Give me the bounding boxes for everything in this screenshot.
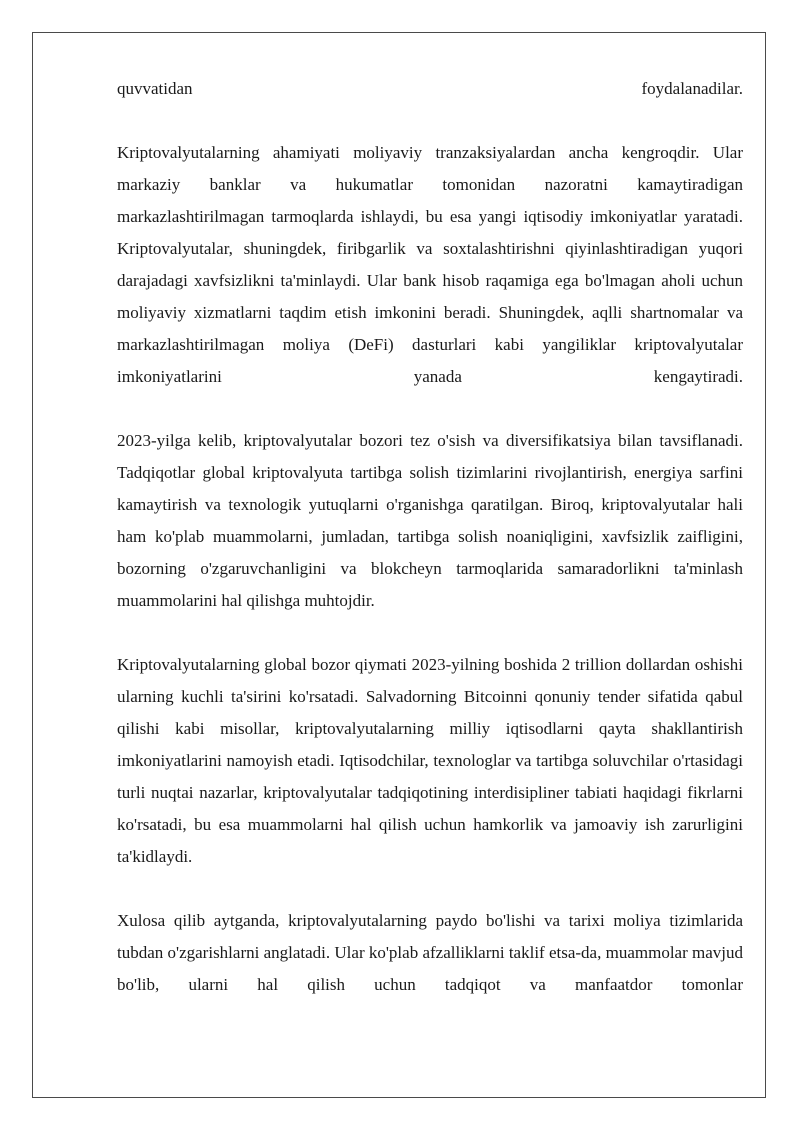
paragraph-3: 2023-yilga kelib, kriptovalyutalar bozori tez o'sish va diversifikatsiya bilan tavsiflanadi. Tadqiqotlar global kriptovalyuta tartibga solish tizimlarini rivojlantirish, energiya sarfini kamaytirish va texnologik yutuqlarni o'rganishga qaratilgan. Biroq, kriptovalyutalar hali ham ko'plab muammolarni, jumladan, tartibga solish noaniqligini, xavfsizlik zaifligini, bozorning o'zgaruvchanligini va blokcheyn tarmoqlarida samaradorlikni ta'minlash muammolarini hal qilishga muhtojdir. [117,431,743,610]
paragraph-4: Kriptovalyutalarning global bozor qiymati 2023-yilning boshida 2 trillion dollardan oshishi ularning kuchli ta'sirini ko'rsatadi. Salvadorning Bitcoinni qonuniy tender sifatida qabul qilishi kabi misollar, kriptovalyutalarning milliy iqtisodlarni qayta shakllantirish imkoniyatlarini namoyish etadi. Iqtisodchilar, texnologlar va tartibga soluvchilar o'rtasidagi turli nuqtai nazarlar, kriptovalyutalar tadqiqotining interdisipliner tabiati haqidagi fikrlarni ko'rsatadi, bu esa muammolarni hal qilish uchun hamkorlik va jamoaviy ish zarurligini ta'kidlaydi. [117,655,743,866]
paragraph-5: Xulosa qilib aytganda, kriptovalyutalarning paydo bo'lishi va tarixi moliya tizimlarida tubdan o'zgarishlarni anglatadi. Ular ko'plab afzalliklarni taklif etsa-da, muammolar mavjud bo'lib, ularni hal qilish uchun tadqiqot va manfaatdor tomonlar [117,911,743,994]
document-body [117,73,743,1033]
paragraph-1: quvvatidan foydalanadilar. [117,79,743,98]
paragraph-2: Kriptovalyutalarning ahamiyati moliyaviy tranzaksiyalardan ancha kengroqdir. Ular markaziy banklar va hukumatlar tomonidan nazoratni kamaytiradigan markazlashtirilmagan tarmoqlarda ishlaydi, bu esa yangi iqtisodiy imkoniyatlar yaratadi. Kriptovalyutalar, shuningdek, firibgarlik va soxtalashtirishni qiyinlashtiradigan yuqori darajadagi xavfsizlikni ta'minlaydi. Ular bank hisob raqamiga ega bo'lmagan aholi uchun moliyaviy xizmatlarni taqdim etish imkonini beradi. Shuningdek, aqlli shartnomalar va markazlashtirilmagan moliya (DeFi) dasturlari kabi yangiliklar kriptovalyutalar imkoniyatlarini yanada kengaytiradi. [117,143,743,386]
document-page [32,32,766,1098]
